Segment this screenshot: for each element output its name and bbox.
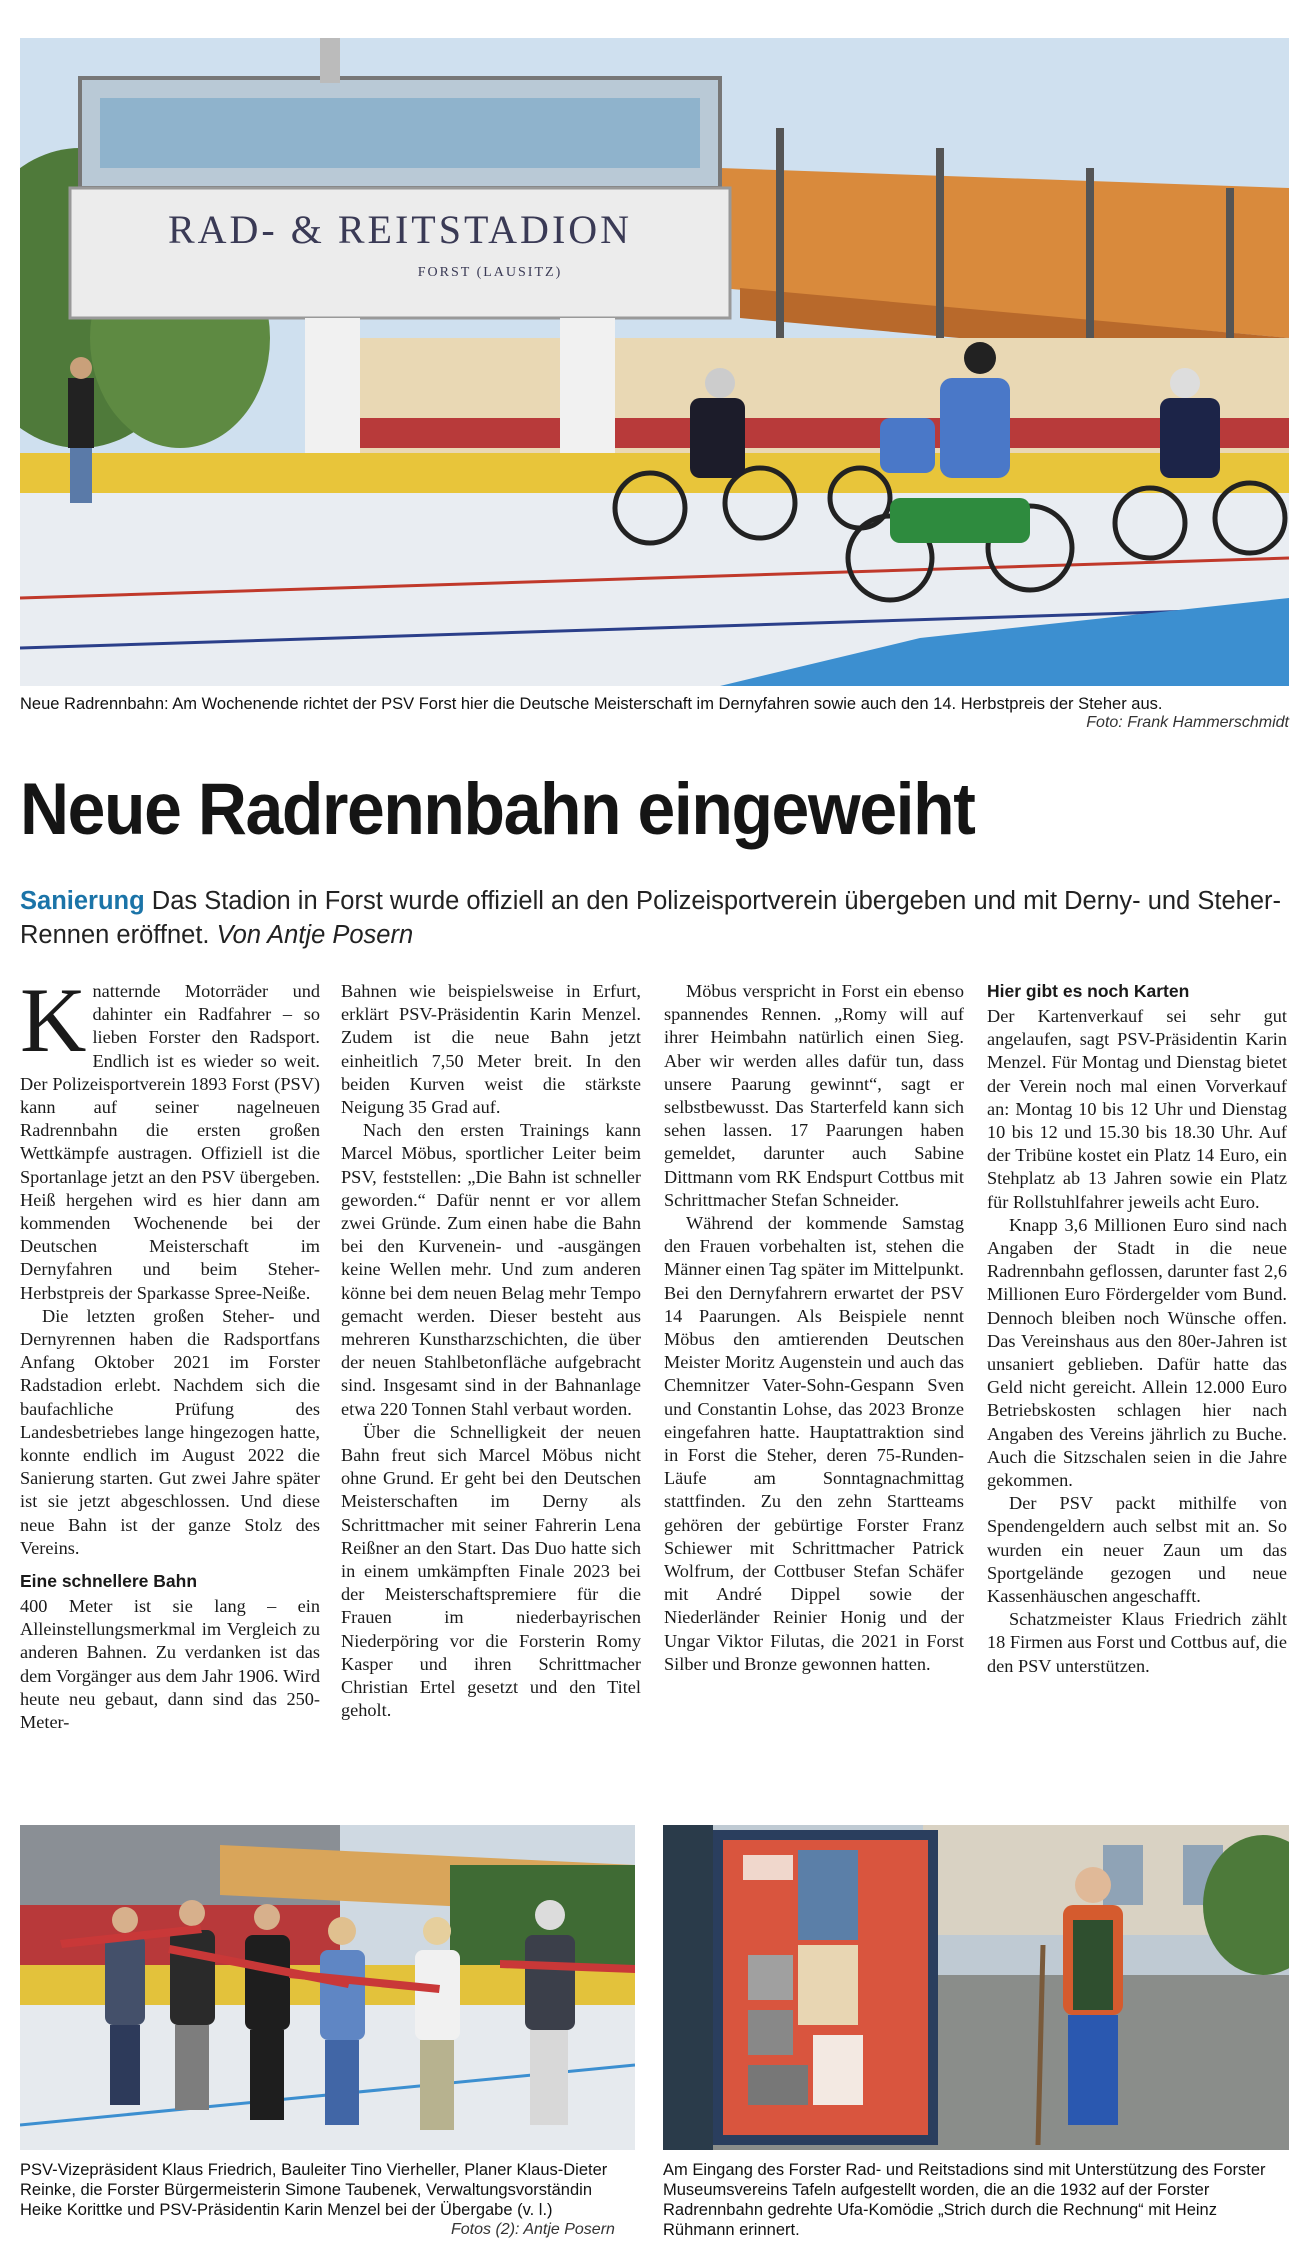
col1-p2: Die letzten großen Steher- und Dernyrennen haben die Radsportfans Anfang Oktober 2021 im Forster Radstadion erlebt. Nachdem sich die baufachliche Prüfung des Landesbetriebes lange hingezogen hatte, konnte endlich im August 2022 die Sanierung starten. Gut zwei Jahre später ist sie jetzt abgeschlossen. Und diese neue Bahn ist der ganze Stolz des Vereins. [20, 1305, 320, 1558]
handover-photo [20, 1825, 635, 2150]
dropcap: K [20, 969, 87, 1071]
poster-board-caption: Am Eingang des Forster Rad- und Reitstadions sind mit Unterstützung des Forster Museumsvereins Tafeln aufgestellt worden, die an die 1932 auf der Forster Radrennbahn gedrehte Ufa-Komödie „Strich durch die Rechnung“ mit Heinz Rühmann erinnert. [663, 2161, 1266, 2239]
col4-p4: Schatzmeister Klaus Friedrich zählt 18 Firmen aus Forst und Cottbus auf, die den PSV unterstützen. [987, 1609, 1287, 1676]
article-column-4 [987, 980, 1287, 1678]
poster-board-photo-illustration [663, 1825, 1289, 2150]
article-column-2 [341, 980, 641, 1723]
col4-p2: Knapp 3,6 Millionen Euro sind nach Angaben der Stadt in die neue Radrennbahn geflossen, darunter fast 2,6 Millionen Euro Fördergelder vom Bund. Dennoch bleiben noch Wünsche offen. Das Vereinshaus aus den 80er-Jahren ist unsaniert geblieben. Dafür hatte das Geld nicht gereicht. Allein 12.000 Euro Betriebskosten schlagen hier nach Angaben des Vereins jährlich zu Buche. Auch die Sitzschalen seien in die Jahre gekommen. [987, 1214, 1287, 1491]
deck-byline: Von Antje Posern [216, 921, 414, 949]
col3-p2: Während der kommende Samstag den Frauen vorbehalten ist, stehen die Männer einen Tag später im Mittelpunkt. Bei den Dernyfahrern erwartet der PSV 14 Paarungen. Als Beispiele nennt Möbus den amtierenden Deutschen Meister Moritz Augenstein und auch das Chemnitzer Vater-Sohn-Gespann Sven und Constantin Lohse, das 2023 Bronze eingefahren hatte. Hauptattraktion sind in Forst die Steher, deren 75-Runden-Läufe am Sonntagnachmittag stattfinden. Zu den zehn Startteams gehören der gebürtige Forster Franz Schiewer mit Schrittmacher Patrick Wolfrum, der Cottbuser Stefan Schäfer mit André Dippel sowie der Niederländer Reinier Honig und der Ungar Viktor Filutas, die 2021 in Forst Silber und Bronze gewonnen hatten. [664, 1213, 964, 1674]
col1-p1: natternde Motorräder und dahinter ein Radfahrer – so lieben Forster den Radsport. Endlich ist es wieder so weit. Der Polizeisportverein 1893 Forst (PSV) kann auf seiner nagelneuen Radrennbahn die ersten großen Wettkämpfe austragen. Offiziell ist die Sportanlage jetzt an den PSV übergeben. Heiß hergehen wird es hier dann am kommenden Wochenende bei der Deutschen Meisterschaft im Dernyfahren und beim Steher-Herbstpreis der Sparkasse Spree-Neiße. [20, 981, 320, 1303]
hero-credit: Foto: Frank Hammerschmidt [1086, 714, 1289, 731]
deck [20, 884, 1290, 952]
deck-text: Das Stadion in Forst wurde offiziell an den Polizeisportverein übergeben und mit Derny- und Steher-Rennen eröffnet. [20, 887, 1281, 949]
poster-board-photo [663, 1825, 1289, 2150]
col1-p3: 400 Meter ist sie lang – ein Alleinstellungsmerkmal im Vergleich zu anderen Bahnen. Zu verdanken ist das dem Vorgänger aus dem Jahr 1906. Wird heute neu gebaut, dann sind das 250-Meter- [20, 1596, 320, 1733]
col2-p3: Über die Schnelligkeit der neuen Bahn freut sich Marcel Möbus nicht ohne Grund. Er geht bei den Deutschen Meisterschaften im Derny als Schrittmacher mit seiner Fahrerin Lena Reißner an den Start. Das Duo hatte sich in einem umkämpften Finale 2023 bei der Meisterschaftspremiere für die Frauen im niederbayrischen Niederpöring vor die Forsterin Romy Kasper und ihren Schrittmacher Christian Ertel gesetzt und den Titel geholt. [341, 1421, 641, 1721]
hero-photo [20, 38, 1289, 686]
article-column-3 [664, 980, 964, 1676]
col3-p1: Möbus verspricht in Forst ein ebenso spannendes Rennen. „Romy will auf ihrer Heimbahn natürlich einen Sieg. Aber wir werden alles dafür tun, dass unsere Paarung gewinnt“, sagt er selbstbewusst. Das Starterfeld kann sich sehen lassen. 17 Paarungen haben gemeldet, darunter auch Sabine Dittmann vom RK Endspurt Cottbus mit Schrittmacher Stefan Schneider. [664, 981, 964, 1210]
subhead-schnellere-bahn: Eine schnellere Bahn [20, 1571, 198, 1592]
article-column-1 [20, 969, 320, 1734]
col2-p1: Bahnen wie beispielsweise in Erfurt, erklärt PSV-Präsidentin Karin Menzel. Zudem ist die neue Bahn jetzt einheitlich 7,50 Meter breit. In den beiden Kurven weist die stärkste Neigung 35 Grad auf. [341, 981, 641, 1118]
col4-p3: Der PSV packt mithilfe von Spendengeldern auch selbst mit an. So wurden ein neuer Zaun um das Sportgelände gezogen und neue Kassenhäuschen angeschafft. [987, 1493, 1287, 1607]
stadium-sign: RAD- & REITSTADION [167, 207, 633, 252]
subhead-karten: Hier gibt es noch Karten [987, 981, 1190, 1001]
hero-photo-illustration [20, 38, 1289, 686]
deck-kicker: Sanierung [20, 887, 145, 915]
lead-paragraph [20, 969, 320, 1305]
handover-photo-illustration [20, 1825, 635, 2150]
hero-caption: Neue Radrennbahn: Am Wochenende richtet der PSV Forst hier die Deutsche Meisterschaft im Dernyfahren sowie auch den 14. Herbstpreis der Steher aus. [20, 695, 1163, 713]
col4-p1: Der Kartenverkauf sei sehr gut angelaufen, sagt PSV-Präsidentin Karin Menzel. Für Montag und Dienstag bietet der Verein noch mal einen Vorverkauf an: Montag 10 bis 12 Uhr und Dienstag 10 bis 12 und 15.30 bis 18.30 Uhr. Auf der Tribüne kostet ein Platz 14 Euro, ein Stehplatz ab 13 Jahren sowie ein Platz für Rollstuhlfahrer jeweils acht Euro. [987, 1006, 1287, 1212]
handover-credit: Fotos (2): Antje Posern [451, 2221, 615, 2238]
headline: Neue Radrennbahn eingeweiht [20, 769, 975, 850]
stadium-sign-sub: FORST (LAUSITZ) [417, 265, 563, 280]
handover-caption: PSV-Vizepräsident Klaus Friedrich, Bauleiter Tino Vierheller, Planer Klaus-Dieter Reinke, die Forster Bürgermeisterin Simone Taubenek, Verwaltungsvorständin Heike Korittke und PSV-Präsidentin Karin Menzel bei der Übergabe (v. l.) [20, 2161, 608, 2219]
col2-p2: Nach den ersten Trainings kann Marcel Möbus, sportlicher Leiter beim PSV, feststellen: „Die Bahn ist schneller geworden.“ Dafür nennt er vor allem zwei Gründe. Zum einen habe die Bahn bei den Kurvenein- und -ausgängen keine Wellen mehr. Und zum anderen könne bei dem neuen Belag mehr Tempo gemacht werden. Dieser besteht aus mehreren Kunstharzschichten, die über der neuen Stahlbetonfläche aufgebracht sind. Insgesamt sind in der Bahnanlage etwa 220 Tonnen Stahl verbaut worden. [341, 1120, 641, 1419]
